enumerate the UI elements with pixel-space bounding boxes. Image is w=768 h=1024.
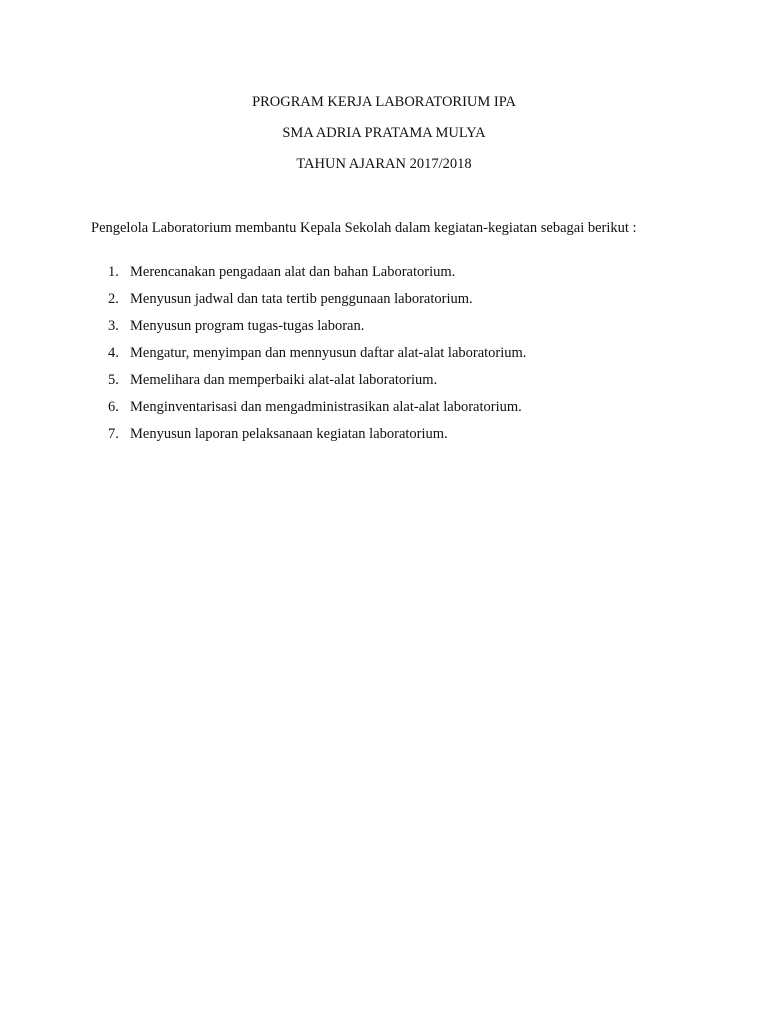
- list-item-text: Menyusun laporan pelaksanaan kegiatan laboratorium.: [130, 426, 448, 442]
- list-item: [91, 316, 711, 343]
- intro-paragraph: Pengelola Laboratorium membantu Kepala Sekolah dalam kegiatan-kegiatan sebagai berikut :: [91, 220, 637, 236]
- list-item: [91, 343, 711, 370]
- list-item-text: Menyusun jadwal dan tata tertib penggunaan laboratorium.: [130, 291, 473, 307]
- list-item: [91, 424, 711, 451]
- list-item-number: 7.: [108, 426, 119, 442]
- list-item-text: Merencanakan pengadaan alat dan bahan Laboratorium.: [130, 264, 456, 280]
- document-header: [0, 92, 768, 185]
- list-item-text: Mengatur, menyimpan dan mennyusun daftar alat-alat laboratorium.: [130, 345, 527, 361]
- header-academic-year: TAHUN AJARAN 2017/2018: [296, 156, 472, 172]
- list-item-number: 5.: [108, 372, 119, 388]
- list-item: [91, 370, 711, 397]
- list-item-number: 6.: [108, 399, 119, 415]
- list-item-number: 2.: [108, 291, 119, 307]
- list-item-text: Menyusun program tugas-tugas laboran.: [130, 318, 365, 334]
- task-list: [91, 262, 711, 451]
- header-title: PROGRAM KERJA LABORATORIUM IPA: [252, 94, 516, 110]
- list-item: [91, 289, 711, 316]
- list-item-number: 4.: [108, 345, 119, 361]
- list-item: [91, 262, 711, 289]
- list-item-number: 3.: [108, 318, 119, 334]
- list-item-text: Menginventarisasi dan mengadministrasikan alat-alat laboratorium.: [130, 399, 522, 415]
- header-school-name: SMA ADRIA PRATAMA MULYA: [282, 125, 486, 141]
- list-item: [91, 397, 711, 424]
- list-item-text: Memelihara dan memperbaiki alat-alat laboratorium.: [130, 372, 438, 388]
- list-item-number: 1.: [108, 264, 119, 280]
